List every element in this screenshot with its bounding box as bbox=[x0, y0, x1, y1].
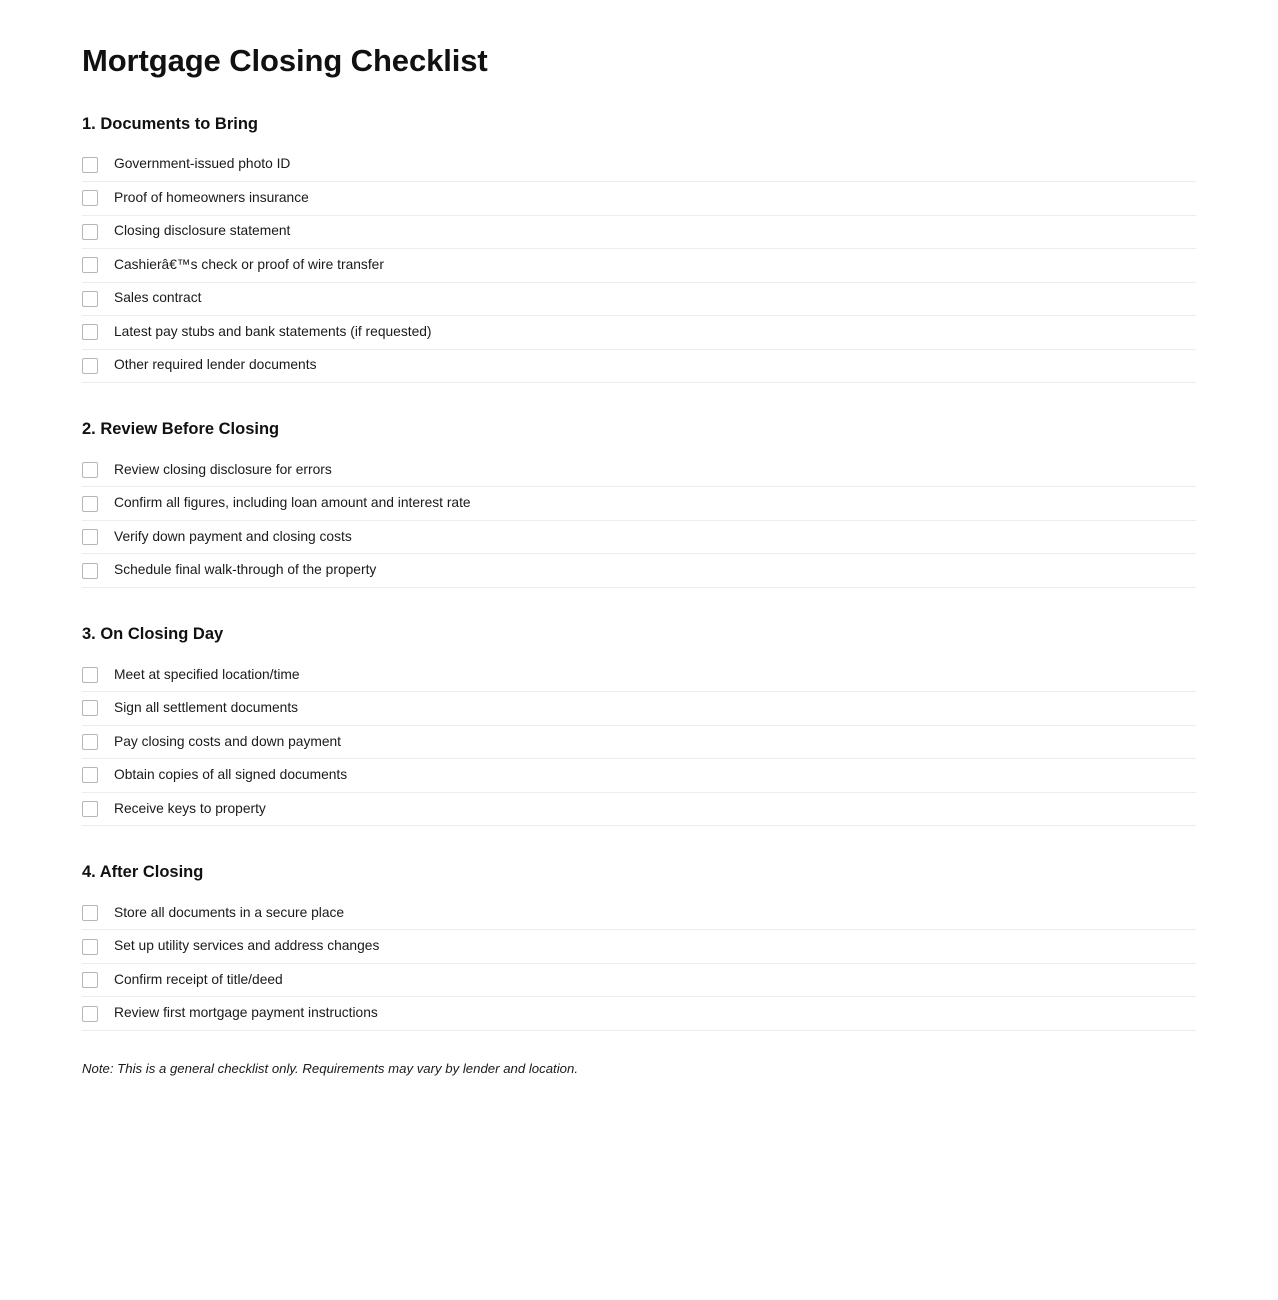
checklist-section bbox=[82, 115, 1196, 383]
checklist-section bbox=[82, 420, 1196, 588]
checkbox-icon[interactable] bbox=[82, 291, 98, 307]
section-heading: 3. On Closing Day bbox=[82, 624, 224, 643]
checkbox-icon[interactable] bbox=[82, 563, 98, 579]
checklist-item[interactable] bbox=[82, 759, 1196, 793]
checklist-item-label: Other required lender documents bbox=[114, 357, 317, 373]
checkbox-icon[interactable] bbox=[82, 496, 98, 512]
checklist-item-label: Receive keys to property bbox=[114, 800, 266, 816]
checklist-item-label: Sales contract bbox=[114, 290, 202, 306]
checklist-item-label: Review closing disclosure for errors bbox=[114, 461, 332, 477]
checkbox-icon[interactable] bbox=[82, 667, 98, 683]
checkbox-icon[interactable] bbox=[82, 1006, 98, 1022]
checklist-item-label: Verify down payment and closing costs bbox=[114, 528, 352, 544]
section-heading: 2. Review Before Closing bbox=[82, 420, 280, 439]
checklist-item[interactable] bbox=[82, 793, 1196, 827]
checklist-item-label: Schedule final walk-through of the property bbox=[114, 562, 377, 578]
checklist-item-label: Pay closing costs and down payment bbox=[114, 733, 342, 749]
section-heading: 4. After Closing bbox=[82, 863, 204, 882]
checklist-items bbox=[82, 454, 1196, 588]
checklist-item[interactable] bbox=[82, 316, 1196, 350]
checkbox-icon[interactable] bbox=[82, 257, 98, 273]
checklist-items bbox=[82, 149, 1196, 384]
checklist-item[interactable] bbox=[82, 182, 1196, 216]
checklist-item[interactable] bbox=[82, 454, 1196, 488]
checklist-item[interactable] bbox=[82, 964, 1196, 998]
checklist-item-label: Government-issued photo ID bbox=[114, 156, 291, 172]
checkbox-icon[interactable] bbox=[82, 767, 98, 783]
checklist-item[interactable] bbox=[82, 930, 1196, 964]
checklist-item-label: Meet at specified location/time bbox=[114, 666, 300, 682]
checkbox-icon[interactable] bbox=[82, 700, 98, 716]
checklist-item[interactable] bbox=[82, 897, 1196, 931]
checklist-item[interactable] bbox=[82, 249, 1196, 283]
checklist-item-label: Store all documents in a secure place bbox=[114, 904, 345, 920]
page-title: Mortgage Closing Checklist bbox=[82, 43, 488, 78]
checkbox-icon[interactable] bbox=[82, 324, 98, 340]
checklist-item-label: Latest pay stubs and bank statements (if requested) bbox=[114, 323, 432, 339]
checklist-item[interactable] bbox=[82, 692, 1196, 726]
checklist-item[interactable] bbox=[82, 726, 1196, 760]
checklist-item-label: Proof of homeowners insurance bbox=[114, 189, 309, 205]
checklist-items bbox=[82, 897, 1196, 1031]
checklist-item-label: Confirm receipt of title/deed bbox=[114, 971, 283, 987]
checklist-items bbox=[82, 659, 1196, 827]
checkbox-icon[interactable] bbox=[82, 224, 98, 240]
checklist-item[interactable] bbox=[82, 554, 1196, 588]
section-heading: 1. Documents to Bring bbox=[82, 114, 259, 133]
checklist-section bbox=[82, 625, 1196, 826]
checkbox-icon[interactable] bbox=[82, 529, 98, 545]
checkbox-icon[interactable] bbox=[82, 358, 98, 374]
checklist-item[interactable] bbox=[82, 521, 1196, 555]
checklist-item-label: Obtain copies of all signed documents bbox=[114, 767, 348, 783]
checkbox-icon[interactable] bbox=[82, 462, 98, 478]
checkbox-icon[interactable] bbox=[82, 972, 98, 988]
checkbox-icon[interactable] bbox=[82, 734, 98, 750]
checklist-item[interactable] bbox=[82, 659, 1196, 693]
checklist-item-label: Cashierâ€™s check or proof of wire transfer bbox=[114, 256, 384, 272]
disclaimer-note: Note: This is a general checklist only. Requirements may vary by lender and location. bbox=[82, 1060, 578, 1076]
checkbox-icon[interactable] bbox=[82, 157, 98, 173]
checkbox-icon[interactable] bbox=[82, 801, 98, 817]
checklist-sections bbox=[82, 115, 1196, 1031]
checklist-item[interactable] bbox=[82, 283, 1196, 317]
checklist-item-label: Set up utility services and address changes bbox=[114, 938, 380, 954]
checklist-item-label: Review first mortgage payment instructions bbox=[114, 1005, 378, 1021]
checklist-item[interactable] bbox=[82, 216, 1196, 250]
checklist-item[interactable] bbox=[82, 149, 1196, 183]
checklist-item[interactable] bbox=[82, 997, 1196, 1031]
checkbox-icon[interactable] bbox=[82, 905, 98, 921]
checkbox-icon[interactable] bbox=[82, 939, 98, 955]
checklist-item-label: Sign all settlement documents bbox=[114, 700, 299, 716]
checklist-section bbox=[82, 863, 1196, 1031]
checklist-item-label: Confirm all figures, including loan amount and interest rate bbox=[114, 495, 471, 511]
checkbox-icon[interactable] bbox=[82, 190, 98, 206]
checklist-item-label: Closing disclosure statement bbox=[114, 223, 291, 239]
checklist-item[interactable] bbox=[82, 350, 1196, 384]
checklist-item[interactable] bbox=[82, 487, 1196, 521]
